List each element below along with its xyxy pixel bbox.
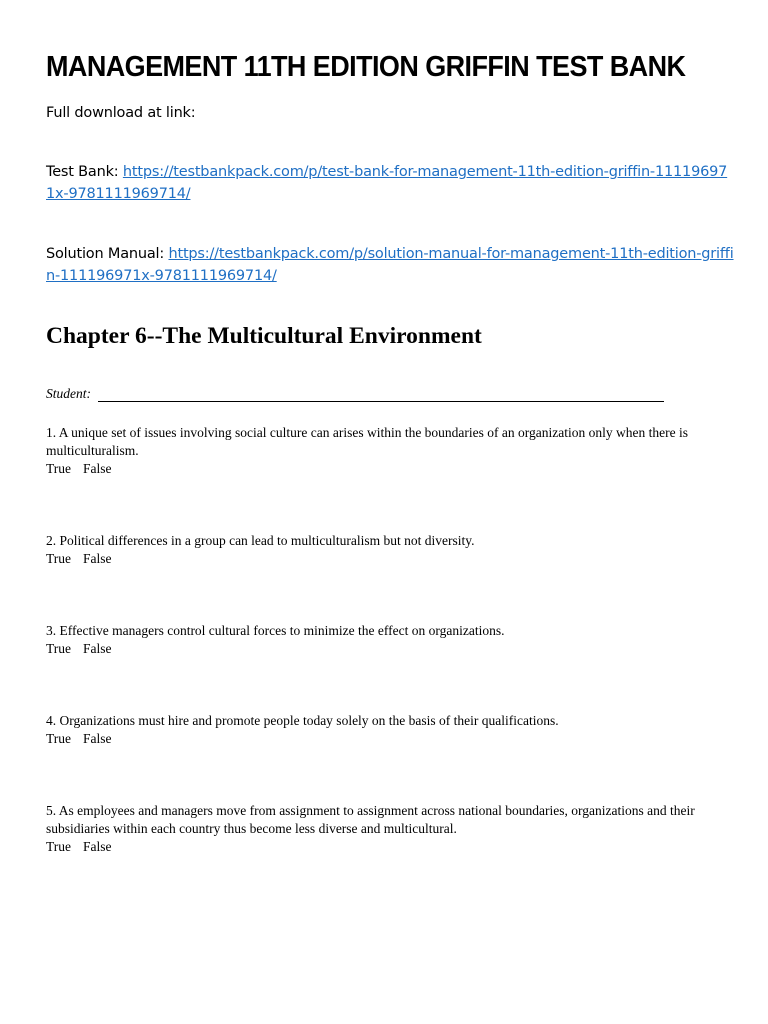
answer-options	[46, 838, 736, 856]
solution-manual-link[interactable]: https://testbankpack.com/p/solution-manual-for-management-11th-edition-griffin-111196971x-9781111969714/	[46, 246, 734, 284]
option-false[interactable]: False	[83, 731, 112, 746]
answer-options	[46, 460, 736, 478]
question-text: 4. Organizations must hire and promote people today solely on the basis of their qualifications.	[46, 713, 559, 728]
question-4	[46, 712, 736, 748]
question-1	[46, 424, 736, 478]
answer-options	[46, 730, 736, 748]
option-true[interactable]: True	[46, 461, 72, 476]
option-false[interactable]: False	[83, 461, 112, 476]
test-bank-line	[46, 161, 736, 205]
answer-options	[46, 640, 736, 658]
option-false[interactable]: False	[83, 839, 112, 854]
question-2	[46, 532, 736, 568]
test-bank-label: Test Bank:	[46, 164, 123, 180]
answer-options	[46, 550, 736, 568]
question-text: 2. Political differences in a group can lead to multiculturalism but not diversity.	[46, 533, 475, 548]
test-bank-link[interactable]: https://testbankpack.com/p/test-bank-for-management-11th-edition-griffin-111196971x-9781111969714/	[46, 164, 728, 202]
solution-manual-label: Solution Manual:	[46, 246, 169, 262]
option-false[interactable]: False	[83, 641, 112, 656]
student-name-line[interactable]	[98, 401, 664, 402]
student-field	[46, 385, 91, 403]
student-label: Student:	[46, 386, 91, 401]
question-3	[46, 622, 736, 658]
option-false[interactable]: False	[83, 551, 112, 566]
chapter-title: Chapter 6--The Multicultural Environment	[46, 323, 482, 349]
question-text: 5. As employees and managers move from assignment to assignment across national boundaries, organizations and their subsidiaries within each country thus become less diverse and multicultural.	[46, 803, 695, 836]
option-true[interactable]: True	[46, 641, 72, 656]
option-true[interactable]: True	[46, 551, 72, 566]
document-title: MANAGEMENT 11TH EDITION GRIFFIN TEST BANK	[46, 51, 686, 83]
question-text: 3. Effective managers control cultural forces to minimize the effect on organizations.	[46, 623, 505, 638]
question-text: 1. A unique set of issues involving social culture can arises within the boundaries of an organization only when there is multiculturalism.	[46, 425, 688, 458]
full-download-text: Full download at link:	[46, 105, 196, 121]
option-true[interactable]: True	[46, 731, 72, 746]
question-5	[46, 802, 736, 856]
solution-manual-line	[46, 243, 736, 287]
option-true[interactable]: True	[46, 839, 72, 854]
